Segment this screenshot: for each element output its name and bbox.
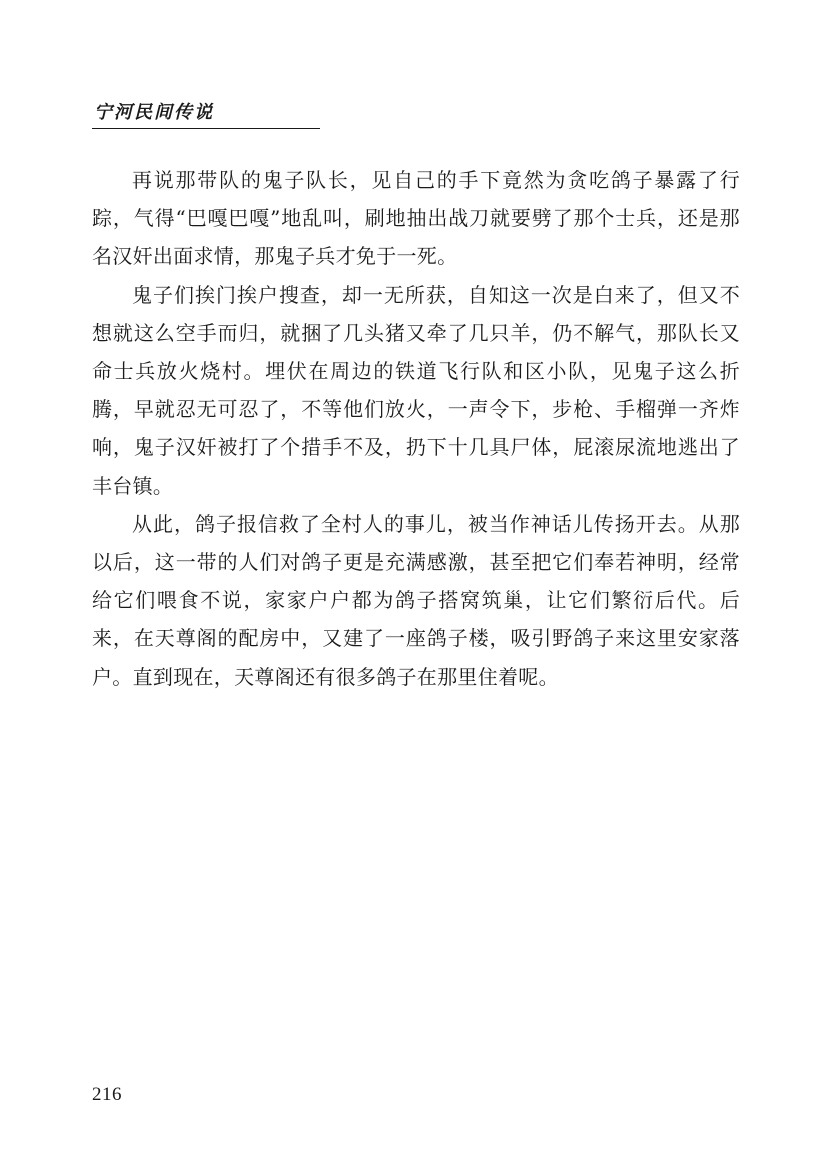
paragraph: 从此，鸽子报信救了全村人的事儿，被当作神话儿传扬开去。从那以后，这一带的人们对鸽子更是充满感激，甚至把它们奉若神明，经常给它们喂食不说，家家户户都为鸽子搭窝筑巢，让它们繁衍后代。后来，在天尊阁的配房中，又建了一座鸽子楼，吸引野鸽子来这里安家落户。直到现在，天尊阁还有很多鸽子在那里住着呢。 [92,511,740,689]
paragraph: 再说那带队的鬼子队长，见自己的手下竟然为贪吃鸽子暴露了行踪，气得“巴嘎巴嘎”地乱叫，刷地抽出战刀就要劈了那个士兵，还是那名汉奸出面求情，那鬼子兵才免于一死。 [92,168,740,269]
main-text [92,161,740,696]
paragraph: 鬼子们挨门挨户搜查，却一无所获，自知这一次是白来了，但又不想就这么空手而归，就捆了几头猪又牵了几只羊，仍不解气，那队长又命士兵放火烧村。埋伏在周边的铁道飞行队和区小队，见鬼子这么折腾，早就忍无可忍了，不等他们放火，一声令下，步枪、手榴弹一齐炸响，鬼子汉奸被打了个措手不及，扔下十几具尸体，屁滚尿流地逃出了丰台镇。 [92,282,740,498]
running-header [92,100,320,129]
book-title: 宁河民间传说 [94,102,214,123]
page-number: 216 [92,1084,122,1105]
